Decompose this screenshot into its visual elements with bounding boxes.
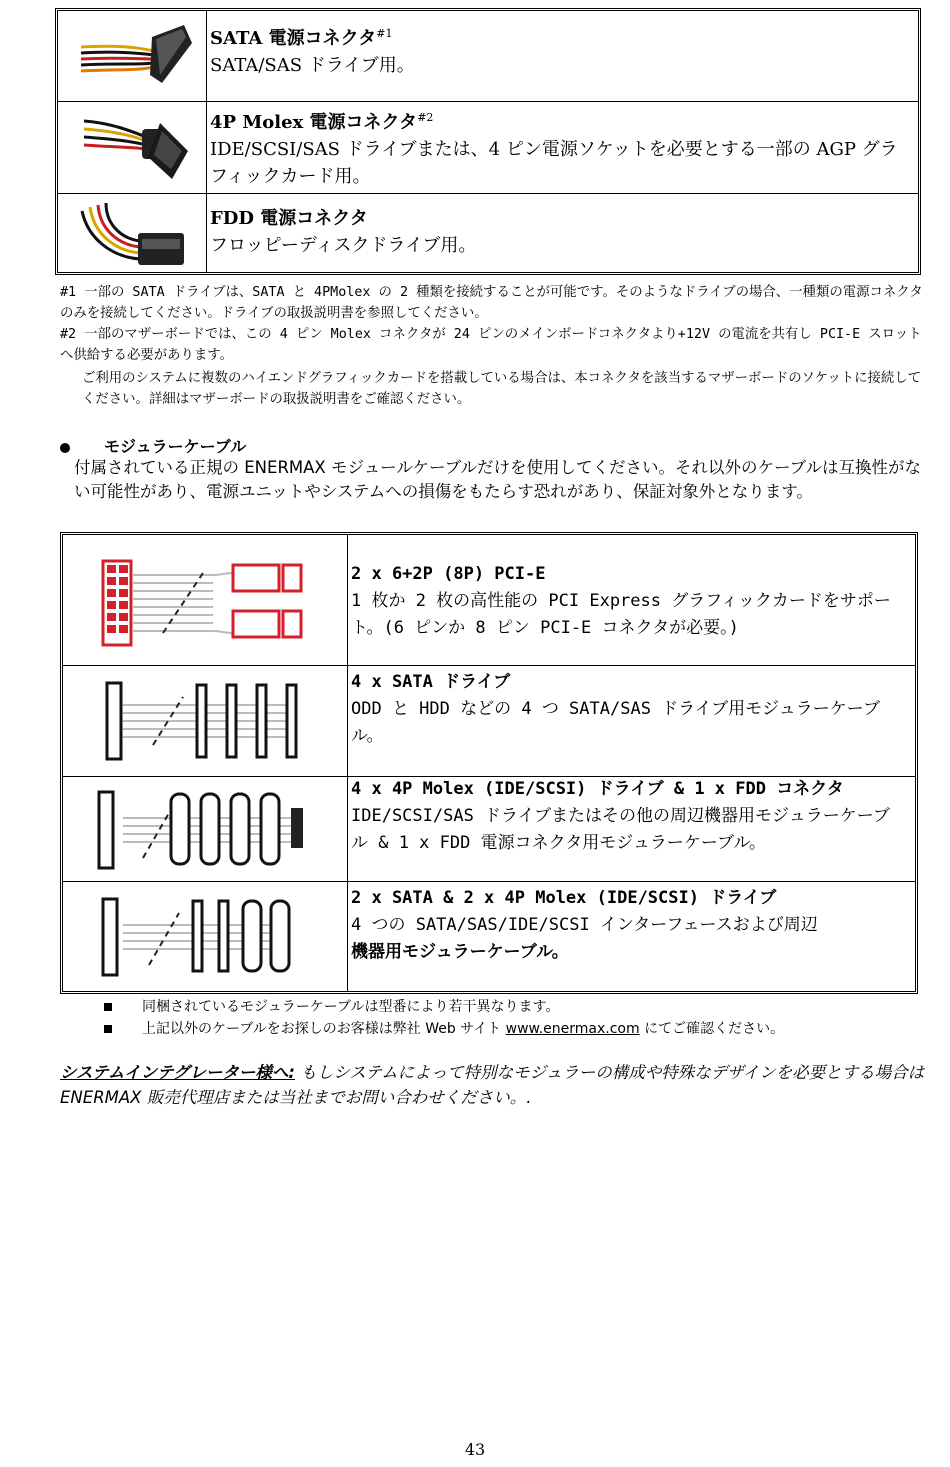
connector-table [55, 8, 921, 275]
sata-molex-modular-cable-icon [93, 891, 313, 981]
molex-cable-icon [76, 107, 196, 187]
connector-title: FDD 電源コネクタ [210, 208, 368, 229]
enermax-website-link[interactable]: www.enermax.com [505, 1021, 640, 1037]
modular-title: 4 x SATA ドライブ [351, 672, 511, 692]
sata-cable-icon [76, 17, 196, 95]
fdd-cable-icon [76, 197, 196, 273]
footnote-1: #1 一部の SATA ドライブは、SATA と 4PMolex の 2 種類を接続することが可能です。そのようなドライブの場合、一種類の電源コネクタのみを接続してください。ドライブの取扱説明書を参照してください。 [60, 285, 923, 321]
modular-row-molex-fdd [63, 776, 915, 882]
footnote-2: #2 一部のマザーボードでは、この 4 ピン Molex コネクタが 24 ピンのメインボードコネクタより+12V の電流を共有し PCI-E スロットへ供給する必要があります。 [60, 327, 922, 363]
modular-cable-table [60, 532, 918, 994]
connector-row-fdd [58, 193, 918, 275]
connector-title: 4P Molex 電源コネクタ [210, 112, 418, 133]
connector-desc: フロッピーディスクドライブ用。 [210, 235, 477, 256]
integrator-body: もしシステムによって特別なモジュラーの構成や特殊なデザインを必要とする場合はENERMAX 販売代理店または当社までお問い合わせください。. [60, 1063, 925, 1107]
footnote-ref: #1 [376, 27, 393, 40]
page-number: 43 [464, 1440, 486, 1459]
modular-row-pcie [63, 535, 915, 666]
modular-row-sata [63, 665, 915, 777]
modular-title: 2 x 6+2P (8P) PCI-E [351, 564, 546, 584]
modular-intro: 付属されている正規の ENERMAX モジュールケーブルだけを使用してください。それ以外のケーブルは互換性がない可能性があり、電源ユニットやシステムへの損傷をもたらす恐れがあり、保証対象外となります。 [74, 458, 922, 501]
connector-row-sata [58, 11, 918, 102]
bullet-item: 同梱されているモジュラーケーブルは型番により若干異なります。 [104, 996, 559, 1016]
integrator-note [60, 1060, 930, 1110]
bullet-item: 上記以外のケーブルをお探しのお客様は弊社 Web サイト www.enermax.com にてご確認ください。 [104, 1018, 784, 1038]
modular-title: 4 x 4P Molex (IDE/SCSI) ドライブ & 1 x FDD コネクタ [351, 779, 844, 799]
connector-desc: SATA/SAS ドライブ用。 [210, 55, 415, 76]
square-bullet-icon [104, 1025, 112, 1033]
modular-desc: 1 枚か 2 枚の高性能の PCI Express グラフィックカードをサポート。(6 ピンか 8 ピン PCI-E コネクタが必要。) [351, 591, 891, 638]
modular-desc: 4 つの SATA/SAS/IDE/SCSI インターフェースおよび周辺 [351, 915, 818, 935]
footnote-ref: #2 [417, 111, 434, 124]
connector-desc: IDE/SCSI/SAS ドライブまたは、4 ピン電源ソケットを必要とする一部の AGP グラフィックカード用。 [210, 139, 898, 187]
square-bullet-icon [104, 1003, 112, 1011]
modular-row-sata-molex [63, 881, 915, 991]
connector-row-molex [58, 101, 918, 194]
modular-desc-bold: 機器用モジュラーケーブル。 [351, 942, 569, 962]
sata-modular-cable-icon [93, 675, 313, 767]
molex-fdd-modular-cable-icon [93, 784, 313, 874]
modular-desc: ODD と HDD などの 4 つ SATA/SAS ドライブ用モジュラーケーブル。 [351, 699, 880, 746]
connector-title: SATA 電源コネクタ [210, 28, 377, 49]
bullet-dot-icon [60, 443, 70, 453]
modular-desc: IDE/SCSI/SAS ドライブまたはその他の周辺機器用モジュラーケーブル & 1 x FDD 電源コネクタ用モジュラーケーブル。 [351, 806, 890, 853]
pcie-modular-cable-icon [93, 553, 313, 649]
section-heading: モジュラーケーブル [60, 434, 246, 457]
footnote-2-continued: ご利用のシステムに複数のハイエンドグラフィックカードを搭載している場合は、本コネクタを該当するマザーボードのソケットに接続してください。詳細はマザーボードの取扱説明書をご確認ください。 [82, 371, 922, 407]
integrator-lead: システムインテグレーター様へ: [60, 1063, 295, 1082]
modular-title: 2 x SATA & 2 x 4P Molex (IDE/SCSI) ドライブ [351, 888, 777, 908]
